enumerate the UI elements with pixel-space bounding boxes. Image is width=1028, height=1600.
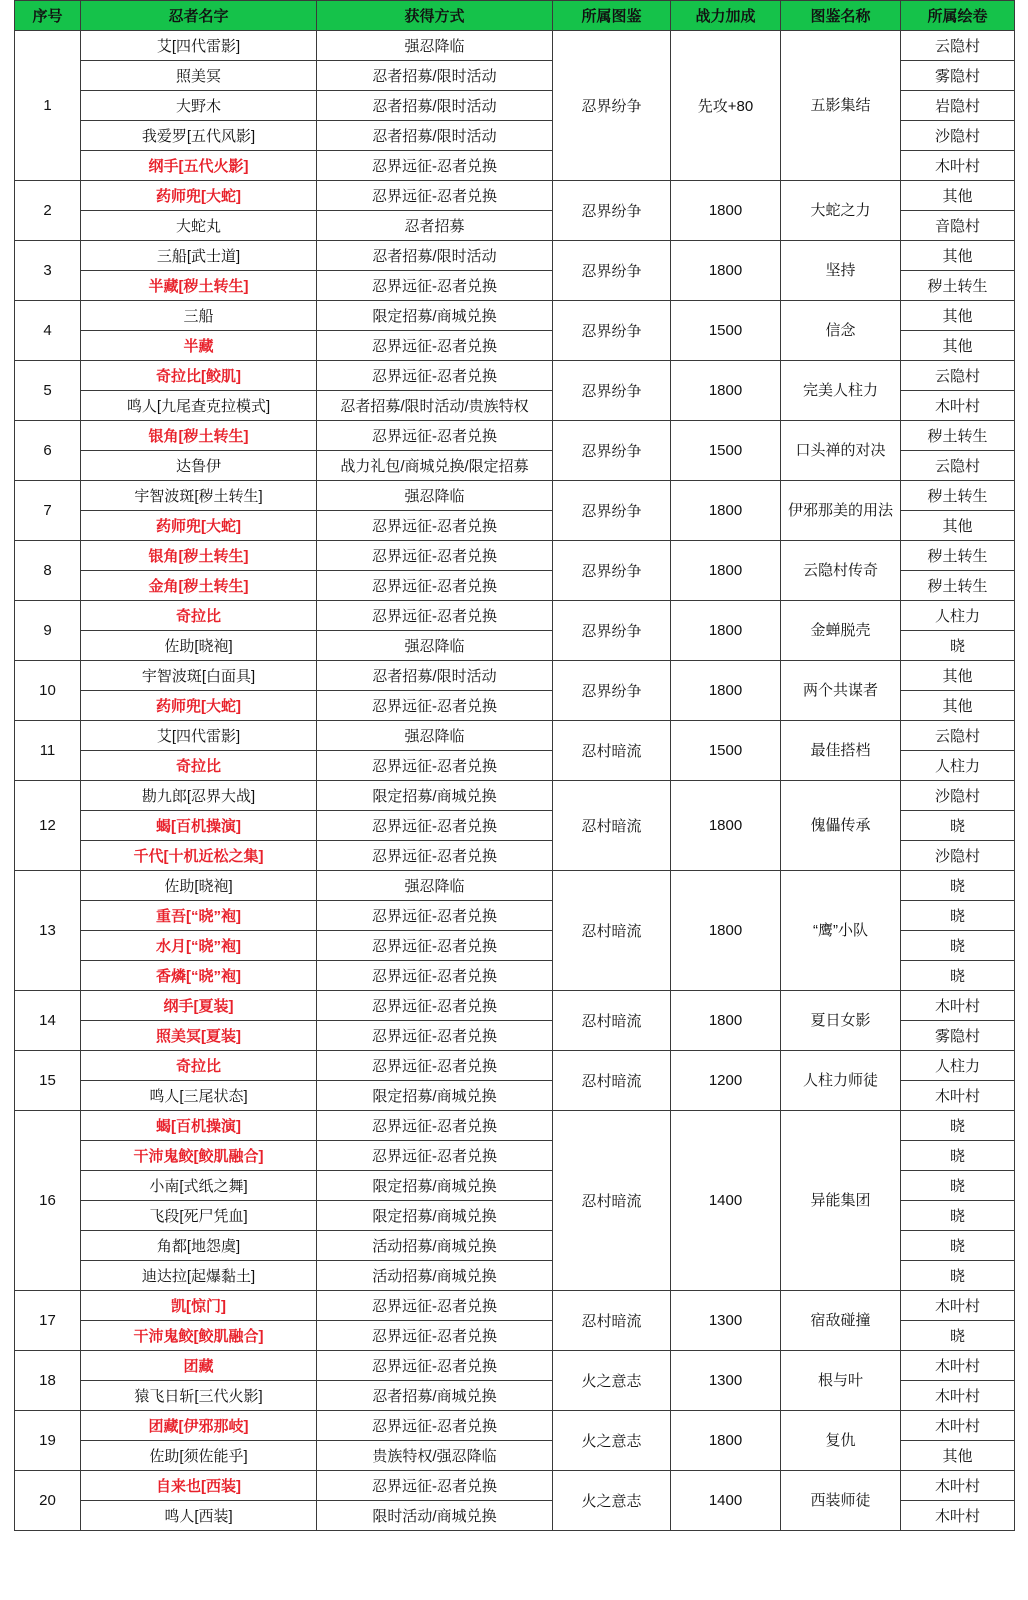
cell-ninja-name: 千代[十机近松之集] [81,841,317,871]
cell-scroll: 人柱力 [901,751,1015,781]
cell-ninja-name: 重吾[“晓”袍] [81,901,317,931]
cell-scroll: 木叶村 [901,1081,1015,1111]
cell-scroll: 其他 [901,511,1015,541]
cell-scroll: 晓 [901,871,1015,901]
cell-ninja-name: 大蛇丸 [81,211,317,241]
cell-book-name: 异能集团 [781,1111,901,1291]
cell-book-name: 坚持 [781,241,901,301]
cell-ninja-name: 达鲁伊 [81,451,317,481]
ninja-formation-table [14,0,1015,1531]
table-row [15,871,1015,901]
cell-ninja-name: 勘九郎[忍界大战] [81,781,317,811]
cell-acquire-method: 限定招募/商城兑换 [317,301,553,331]
cell-book-category: 火之意志 [553,1411,671,1471]
cell-power-bonus: 先攻+80 [671,31,781,181]
cell-book-name: 伊邪那美的用法 [781,481,901,541]
cell-acquire-method: 忍界远征-忍者兑换 [317,1291,553,1321]
cell-ninja-name: 照美冥[夏装] [81,1021,317,1051]
table-row [15,481,1015,511]
table-row [15,1411,1015,1441]
cell-ninja-name: 三船[武士道] [81,241,317,271]
table-row [15,421,1015,451]
table-row [15,301,1015,331]
cell-scroll: 其他 [901,181,1015,211]
cell-ninja-name: 药师兜[大蛇] [81,181,317,211]
header-acquire-method: 获得方式 [317,1,553,31]
cell-acquire-method: 忍界远征-忍者兑换 [317,1111,553,1141]
cell-power-bonus: 1300 [671,1351,781,1411]
table-row [15,241,1015,271]
cell-book-name: 宿敌碰撞 [781,1291,901,1351]
cell-book-category: 忍村暗流 [553,1111,671,1291]
cell-acquire-method: 忍者招募/限时活动 [317,241,553,271]
table-row [15,1111,1015,1141]
cell-book-name: 人柱力师徒 [781,1051,901,1111]
cell-scroll: 木叶村 [901,391,1015,421]
cell-acquire-method: 忍界远征-忍者兑换 [317,691,553,721]
cell-scroll: 沙隐村 [901,121,1015,151]
table-row [15,601,1015,631]
cell-scroll: 晓 [901,1231,1015,1261]
cell-acquire-method: 忍界远征-忍者兑换 [317,421,553,451]
cell-scroll: 云隐村 [901,451,1015,481]
table-row [15,31,1015,61]
cell-ninja-name: 半藏[秽土转生] [81,271,317,301]
cell-acquire-method: 限时活动/商城兑换 [317,1501,553,1531]
cell-power-bonus: 1800 [671,601,781,661]
cell-power-bonus: 1800 [671,1411,781,1471]
cell-book-category: 忍界纷争 [553,421,671,481]
cell-scroll: 木叶村 [901,1411,1015,1441]
cell-book-category: 忍界纷争 [553,31,671,181]
cell-index: 12 [15,781,81,871]
header-book-name: 图鉴名称 [781,1,901,31]
cell-scroll: 晓 [901,901,1015,931]
cell-index: 6 [15,421,81,481]
cell-scroll: 晓 [901,1111,1015,1141]
table-row [15,781,1015,811]
cell-book-category: 忍界纷争 [553,301,671,361]
cell-acquire-method: 忍界远征-忍者兑换 [317,1471,553,1501]
cell-ninja-name: 药师兜[大蛇] [81,691,317,721]
header-ninja-name: 忍者名字 [81,1,317,31]
cell-acquire-method: 贵族特权/强忍降临 [317,1441,553,1471]
cell-power-bonus: 1400 [671,1111,781,1291]
cell-acquire-method: 忍界远征-忍者兑换 [317,991,553,1021]
cell-ninja-name: 照美冥 [81,61,317,91]
cell-book-category: 火之意志 [553,1471,671,1531]
cell-book-name: 五影集结 [781,31,901,181]
cell-scroll: 云隐村 [901,361,1015,391]
cell-scroll: 人柱力 [901,1051,1015,1081]
cell-acquire-method: 忍界远征-忍者兑换 [317,1411,553,1441]
cell-ninja-name: 佐助[晓袍] [81,871,317,901]
table-row [15,181,1015,211]
cell-scroll: 音隐村 [901,211,1015,241]
cell-power-bonus: 1400 [671,1471,781,1531]
table-row [15,1291,1015,1321]
cell-acquire-method: 忍界远征-忍者兑换 [317,811,553,841]
table-row [15,1471,1015,1501]
cell-acquire-method: 强忍降临 [317,631,553,661]
cell-book-name: 口头禅的对决 [781,421,901,481]
cell-index: 20 [15,1471,81,1531]
cell-ninja-name: 飞段[死尸凭血] [81,1201,317,1231]
cell-book-category: 忍村暗流 [553,1051,671,1111]
cell-scroll: 秽土转生 [901,271,1015,301]
cell-acquire-method: 忍界远征-忍者兑换 [317,1321,553,1351]
cell-acquire-method: 强忍降临 [317,31,553,61]
cell-power-bonus: 1500 [671,301,781,361]
cell-ninja-name: 小南[式纸之舞] [81,1171,317,1201]
cell-book-category: 忍界纷争 [553,181,671,241]
cell-ninja-name: 半藏 [81,331,317,361]
cell-power-bonus: 1500 [671,421,781,481]
table-body [15,31,1015,1531]
cell-scroll: 晓 [901,811,1015,841]
cell-ninja-name: 三船 [81,301,317,331]
cell-index: 14 [15,991,81,1051]
cell-book-name: 复仇 [781,1411,901,1471]
cell-ninja-name: 艾[四代雷影] [81,721,317,751]
cell-power-bonus: 1800 [671,871,781,991]
cell-scroll: 沙隐村 [901,841,1015,871]
cell-scroll: 云隐村 [901,721,1015,751]
cell-acquire-method: 忍界远征-忍者兑换 [317,181,553,211]
cell-book-category: 忍村暗流 [553,721,671,781]
cell-index: 19 [15,1411,81,1471]
cell-scroll: 秽土转生 [901,481,1015,511]
cell-acquire-method: 忍界远征-忍者兑换 [317,571,553,601]
cell-index: 10 [15,661,81,721]
cell-book-category: 忍界纷争 [553,361,671,421]
cell-ninja-name: 鸣人[九尾查克拉模式] [81,391,317,421]
cell-book-name: 云隐村传奇 [781,541,901,601]
cell-power-bonus: 1800 [671,661,781,721]
header-scroll: 所属绘卷 [901,1,1015,31]
cell-scroll: 沙隐村 [901,781,1015,811]
cell-ninja-name: 团藏[伊邪那岐] [81,1411,317,1441]
cell-scroll: 其他 [901,331,1015,361]
cell-power-bonus: 1200 [671,1051,781,1111]
cell-index: 3 [15,241,81,301]
cell-acquire-method: 忍界远征-忍者兑换 [317,901,553,931]
cell-index: 11 [15,721,81,781]
cell-book-name: 完美人柱力 [781,361,901,421]
cell-acquire-method: 忍者招募/限时活动 [317,661,553,691]
cell-scroll: 木叶村 [901,1381,1015,1411]
cell-index: 5 [15,361,81,421]
cell-book-name: 两个共谋者 [781,661,901,721]
cell-ninja-name: 银角[秽土转生] [81,541,317,571]
table-row [15,361,1015,391]
cell-acquire-method: 忍者招募/限时活动/贵族特权 [317,391,553,421]
cell-ninja-name: 纲手[五代火影] [81,151,317,181]
cell-ninja-name: 干沛鬼鲛[鲛肌融合] [81,1321,317,1351]
cell-ninja-name: 佐助[须佐能乎] [81,1441,317,1471]
cell-book-category: 忍村暗流 [553,781,671,871]
cell-book-name: 最佳搭档 [781,721,901,781]
cell-index: 4 [15,301,81,361]
cell-power-bonus: 1800 [671,481,781,541]
cell-scroll: 岩隐村 [901,91,1015,121]
cell-book-category: 忍村暗流 [553,991,671,1051]
cell-scroll: 其他 [901,301,1015,331]
cell-ninja-name: 银角[秽土转生] [81,421,317,451]
cell-ninja-name: 蝎[百机操演] [81,1111,317,1141]
cell-scroll: 雾隐村 [901,1021,1015,1051]
header-book-category: 所属图鉴 [553,1,671,31]
cell-scroll: 木叶村 [901,1351,1015,1381]
cell-scroll: 木叶村 [901,151,1015,181]
cell-ninja-name: 鸣人[西装] [81,1501,317,1531]
cell-power-bonus: 1800 [671,181,781,241]
cell-acquire-method: 忍界远征-忍者兑换 [317,151,553,181]
cell-acquire-method: 限定招募/商城兑换 [317,1081,553,1111]
cell-ninja-name: 我爱罗[五代风影] [81,121,317,151]
cell-ninja-name: 奇拉比 [81,751,317,781]
table-row [15,1351,1015,1381]
cell-power-bonus: 1800 [671,991,781,1051]
cell-index: 15 [15,1051,81,1111]
cell-book-category: 忍村暗流 [553,1291,671,1351]
table-row [15,541,1015,571]
cell-ninja-name: 鸣人[三尾状态] [81,1081,317,1111]
cell-book-name: 大蛇之力 [781,181,901,241]
cell-scroll: 木叶村 [901,1291,1015,1321]
cell-acquire-method: 忍者招募/商城兑换 [317,1381,553,1411]
cell-scroll: 木叶村 [901,991,1015,1021]
cell-ninja-name: 佐助[晓袍] [81,631,317,661]
cell-index: 17 [15,1291,81,1351]
cell-ninja-name: 猿飞日斩[三代火影] [81,1381,317,1411]
cell-acquire-method: 强忍降临 [317,871,553,901]
header-row [15,1,1015,31]
cell-scroll: 晓 [901,1171,1015,1201]
cell-ninja-name: 奇拉比 [81,601,317,631]
cell-acquire-method: 忍者招募/限时活动 [317,121,553,151]
cell-scroll: 人柱力 [901,601,1015,631]
cell-acquire-method: 忍界远征-忍者兑换 [317,1141,553,1171]
cell-ninja-name: 干沛鬼鲛[鲛肌融合] [81,1141,317,1171]
cell-power-bonus: 1300 [671,1291,781,1351]
cell-acquire-method: 忍界远征-忍者兑换 [317,931,553,961]
cell-acquire-method: 忍者招募 [317,211,553,241]
header-index: 序号 [15,1,81,31]
cell-index: 9 [15,601,81,661]
table-header [15,1,1015,31]
cell-acquire-method: 活动招募/商城兑换 [317,1231,553,1261]
cell-book-category: 火之意志 [553,1351,671,1411]
table-row [15,991,1015,1021]
cell-ninja-name: 水月[“晓”袍] [81,931,317,961]
cell-ninja-name: 自来也[西装] [81,1471,317,1501]
cell-acquire-method: 战力礼包/商城兑换/限定招募 [317,451,553,481]
cell-book-name: 信念 [781,301,901,361]
cell-acquire-method: 忍界远征-忍者兑换 [317,601,553,631]
cell-acquire-method: 忍界远征-忍者兑换 [317,841,553,871]
cell-scroll: 其他 [901,1441,1015,1471]
cell-book-name: 傀儡传承 [781,781,901,871]
header-power-bonus: 战力加成 [671,1,781,31]
cell-acquire-method: 强忍降临 [317,721,553,751]
cell-scroll: 木叶村 [901,1501,1015,1531]
cell-ninja-name: 凯[惊门] [81,1291,317,1321]
cell-acquire-method: 忍界远征-忍者兑换 [317,511,553,541]
cell-scroll: 秽土转生 [901,571,1015,601]
cell-acquire-method: 忍界远征-忍者兑换 [317,1051,553,1081]
cell-ninja-name: 艾[四代雷影] [81,31,317,61]
cell-index: 1 [15,31,81,181]
cell-index: 8 [15,541,81,601]
cell-ninja-name: 团藏 [81,1351,317,1381]
cell-book-category: 忍界纷争 [553,601,671,661]
cell-ninja-name: 大野木 [81,91,317,121]
cell-acquire-method: 忍者招募/限时活动 [317,61,553,91]
cell-ninja-name: 金角[秽土转生] [81,571,317,601]
cell-acquire-method: 忍界远征-忍者兑换 [317,1021,553,1051]
table-row [15,1051,1015,1081]
cell-acquire-method: 忍界远征-忍者兑换 [317,1351,553,1381]
cell-scroll: 晓 [901,1321,1015,1351]
cell-scroll: 晓 [901,1201,1015,1231]
cell-ninja-name: 奇拉比[鲛肌] [81,361,317,391]
table-row [15,721,1015,751]
cell-scroll: 晓 [901,1141,1015,1171]
cell-acquire-method: 忍者招募/限时活动 [317,91,553,121]
cell-book-name: 西装师徒 [781,1471,901,1531]
cell-book-category: 忍界纷争 [553,661,671,721]
cell-scroll: 雾隐村 [901,61,1015,91]
cell-index: 16 [15,1111,81,1291]
cell-ninja-name: 宇智波斑[白面具] [81,661,317,691]
cell-scroll: 晓 [901,961,1015,991]
cell-power-bonus: 1800 [671,361,781,421]
cell-book-name: 根与叶 [781,1351,901,1411]
cell-power-bonus: 1500 [671,721,781,781]
cell-scroll: 秽土转生 [901,421,1015,451]
table-row [15,661,1015,691]
cell-acquire-method: 忍界远征-忍者兑换 [317,961,553,991]
cell-scroll: 晓 [901,1261,1015,1291]
cell-book-category: 忍界纷争 [553,241,671,301]
cell-ninja-name: 迪达拉[起爆黏土] [81,1261,317,1291]
cell-scroll: 其他 [901,661,1015,691]
cell-power-bonus: 1800 [671,781,781,871]
cell-power-bonus: 1800 [671,241,781,301]
cell-acquire-method: 限定招募/商城兑换 [317,1171,553,1201]
cell-book-category: 忍村暗流 [553,871,671,991]
cell-index: 13 [15,871,81,991]
cell-scroll: 其他 [901,241,1015,271]
cell-ninja-name: 香燐[“晓”袍] [81,961,317,991]
cell-book-category: 忍界纷争 [553,481,671,541]
cell-acquire-method: 忍界远征-忍者兑换 [317,541,553,571]
cell-acquire-method: 忍界远征-忍者兑换 [317,331,553,361]
cell-acquire-method: 强忍降临 [317,481,553,511]
cell-scroll: 晓 [901,631,1015,661]
cell-ninja-name: 药师兜[大蛇] [81,511,317,541]
cell-ninja-name: 角都[地怨虞] [81,1231,317,1261]
cell-book-category: 忍界纷争 [553,541,671,601]
cell-ninja-name: 宇智波斑[秽土转生] [81,481,317,511]
cell-acquire-method: 活动招募/商城兑换 [317,1261,553,1291]
cell-book-name: 夏日女影 [781,991,901,1051]
cell-acquire-method: 忍界远征-忍者兑换 [317,751,553,781]
cell-acquire-method: 忍界远征-忍者兑换 [317,271,553,301]
cell-scroll: 秽土转生 [901,541,1015,571]
cell-acquire-method: 忍界远征-忍者兑换 [317,361,553,391]
cell-ninja-name: 蝎[百机操演] [81,811,317,841]
cell-scroll: 云隐村 [901,31,1015,61]
cell-index: 7 [15,481,81,541]
cell-scroll: 其他 [901,691,1015,721]
cell-scroll: 木叶村 [901,1471,1015,1501]
cell-book-name: “鹰”小队 [781,871,901,991]
cell-index: 2 [15,181,81,241]
cell-index: 18 [15,1351,81,1411]
cell-ninja-name: 奇拉比 [81,1051,317,1081]
cell-acquire-method: 限定招募/商城兑换 [317,781,553,811]
cell-ninja-name: 纲手[夏装] [81,991,317,1021]
cell-scroll: 晓 [901,931,1015,961]
cell-acquire-method: 限定招募/商城兑换 [317,1201,553,1231]
cell-power-bonus: 1800 [671,541,781,601]
cell-book-name: 金蝉脱壳 [781,601,901,661]
